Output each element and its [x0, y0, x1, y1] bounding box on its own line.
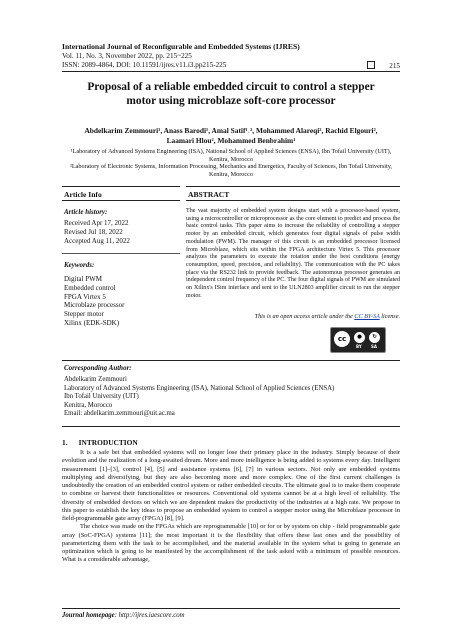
abstract-text: The vast majority of embedded system designs start with a processor-based system, using a microcontroller or microprocessor as the core element to predict and process the basic control tasks. This paper aims to increase the reliability of controlling a stepper motor by an embedded circuit, which generates four digital signals of pulse width modulation (PWM). The manager of this circuit is an embedded processor licensed from Microblaze, which sits within the FPGA architecture Virtex 5. This processor analyzes the parameters to execute the rotation under the best conditions (energy consumption, speed, precision, and reliability). The communication with the PC takes place via the RS232 link to provide feedback. The autonomous processor generates an independent control frequency of the PC. The four digital signals of PWM are simulated on Xilinx's ISim interface and sent to the ULN2803 amplifier circuit to run the stepper motor. — [186, 208, 400, 299]
intro-paragraph-2: The choice was made on the FPGAs which are reprogrammable [10] or for or by system on chip - field programmable gate array (SoC-FPGA) systems [11]; the most important it is the flexibility that offers these last ones and the possibility of parameterizing them with the task to be accomplished, and the material available in the system what is going to generate an optimization which is going to be manifested by the accomplishment of the task asked with a minimum of possible resources. What is a considerable advantage, — [62, 523, 400, 564]
authors-line-2: Laamari Hlou², Mohammed Benbrahim¹ — [166, 135, 296, 145]
article-info-panel — [62, 203, 180, 245]
corresponding-name: Abdelkarim Zemmouri — [64, 376, 127, 383]
corresponding-author — [62, 364, 400, 419]
corresponding-email[interactable]: Email: abdelkarim.zemmouri@uit.ac.ma — [64, 410, 175, 418]
cc-by-sa-badge[interactable] — [330, 327, 386, 353]
page-number: 215 — [389, 62, 400, 70]
corresponding-author-label: Corresponding Author: — [64, 364, 132, 372]
license-suffix: license. — [379, 313, 400, 320]
affiliations — [70, 148, 392, 178]
footer-rule — [62, 608, 400, 609]
affiliation-1-line-2: Kenitra, Morocco — [209, 155, 253, 163]
by-person-icon: ● — [354, 332, 365, 343]
page-number-group — [330, 61, 400, 70]
affiliation-1-line-1: ¹Laboratory of Advanced Systems Engineering (ISA), National School of Applied Sciences (ENSA), Ibn Tofail University (UIT), — [70, 148, 392, 155]
journal-issn-doi: ISSN: 2089-4864, DOI: 10.11591/ijres.v11.i3.pp215-225 — [62, 61, 227, 69]
authors-line-1: Abdelkarim Zemmouri¹, Anass Barodi¹, Amal Satif¹˒², Mohammed Alareqi², Rachid Elgouri², — [84, 126, 378, 135]
history-accepted: Accepted Aug 11, 2022 — [64, 236, 130, 245]
journal-footer — [62, 612, 185, 619]
license-link[interactable]: CC BY-SA — [354, 313, 380, 320]
keyword-item: Digital PWM — [64, 275, 102, 283]
cc-icon: cc — [334, 331, 350, 347]
sa-share-icon: ↻ — [369, 332, 380, 343]
page-box-icon — [367, 61, 375, 69]
journal-name: International Journal of Reconfigurable and Embedded Systems (IJRES) — [62, 42, 300, 51]
sa-label: SA — [371, 344, 377, 349]
keyword-item: Embedded control — [64, 283, 116, 292]
paper-title — [62, 80, 400, 108]
abstract-heading-rule — [186, 200, 400, 201]
author-list — [62, 126, 400, 145]
keyword-item: Microblaze processor — [64, 301, 125, 310]
keyword-item: Stepper motor — [64, 310, 104, 319]
footer-label: Journal homepage — [62, 612, 115, 619]
journal-volume: Vol. 11, No. 3, November 2022, pp. 215~225 — [62, 52, 192, 60]
footer-url[interactable]: : http://ijres.iaescore.com — [114, 612, 185, 619]
history-received: Received Apr 17, 2022 — [64, 219, 129, 227]
intro-paragraph-1: It is a safe bet that embedded systems will no longer lose their primary place in the industry. Simply because of their evolution and the realization of a long-awaited dream. More and more intelligence is being added to systems every day. Intelligent measurement [1]–[3], control [4], [5] and assistance systems [6], [7] in various sectors. Not only are embedded systems multiplying and diversifying, but they are also becoming more and more complex. One of the first current challenges is undoubtedly the creation of an embedded control system or rather embedded circuits. The ultimate goal is to make them cooperate to combine or harvest their functionalities or resources. Conventional old systems cannot be at a high level of reliability. The diversity of embedded devices on which we are dependent makes the productivity of the industries at a high rate. We propose in this paper to establish the key ideas to propose an embedded system to control a stepper motor using the Microblaze processor in field-programmable gate array (FPGA) [8], [9]. — [62, 449, 400, 522]
info-bottom-rule — [62, 360, 400, 361]
article-info-top-rule — [62, 186, 180, 187]
corresponding-city: Kenitra, Morocco — [64, 401, 113, 409]
license-prefix: This is an open access article under the — [254, 313, 355, 320]
article-info-heading: Article Info — [64, 190, 102, 199]
keyword-item: Xilinx (EDK-SDK) — [64, 318, 120, 327]
keyword-item: FPGA Virtex 5 — [64, 292, 106, 301]
info-divider — [62, 253, 180, 254]
affiliation-2-line-1: ²Laboratory of Electronic Systems, Information Processing, Mechanics and Energetics, Faculty of Sciences, Ibn Tofail University, — [70, 163, 392, 171]
keywords-label: Keywords: — [64, 261, 95, 269]
by-label: BY — [356, 344, 362, 349]
section-heading-introduction: 1. INTRODUCTION — [62, 438, 138, 447]
keywords-panel — [62, 256, 180, 328]
license-line — [186, 313, 400, 320]
affiliation-2-line-2: Kenitra, Morocco — [209, 170, 253, 178]
introduction-body — [62, 449, 400, 565]
abstract-heading: ABSTRACT — [188, 190, 230, 199]
title-line-2: motor using microblaze soft-core processor — [126, 95, 336, 107]
title-line-1: Proposal of a reliable embedded circuit to control a stepper — [87, 81, 375, 93]
corresponding-university: Ibn Tofail University (UIT) — [64, 393, 139, 401]
corresponding-bottom-rule — [62, 426, 400, 427]
corresponding-lab: Laboratory of Advanced Systems Engineering (ISA), National School of Applied Sciences (ENSA) — [64, 384, 335, 392]
article-info-heading-rule — [62, 200, 180, 201]
history-revised: Revised Jul 18, 2022 — [64, 227, 123, 236]
header-rule — [62, 71, 400, 72]
article-history-label: Article history: — [64, 208, 108, 216]
abstract-top-rule — [186, 186, 400, 187]
